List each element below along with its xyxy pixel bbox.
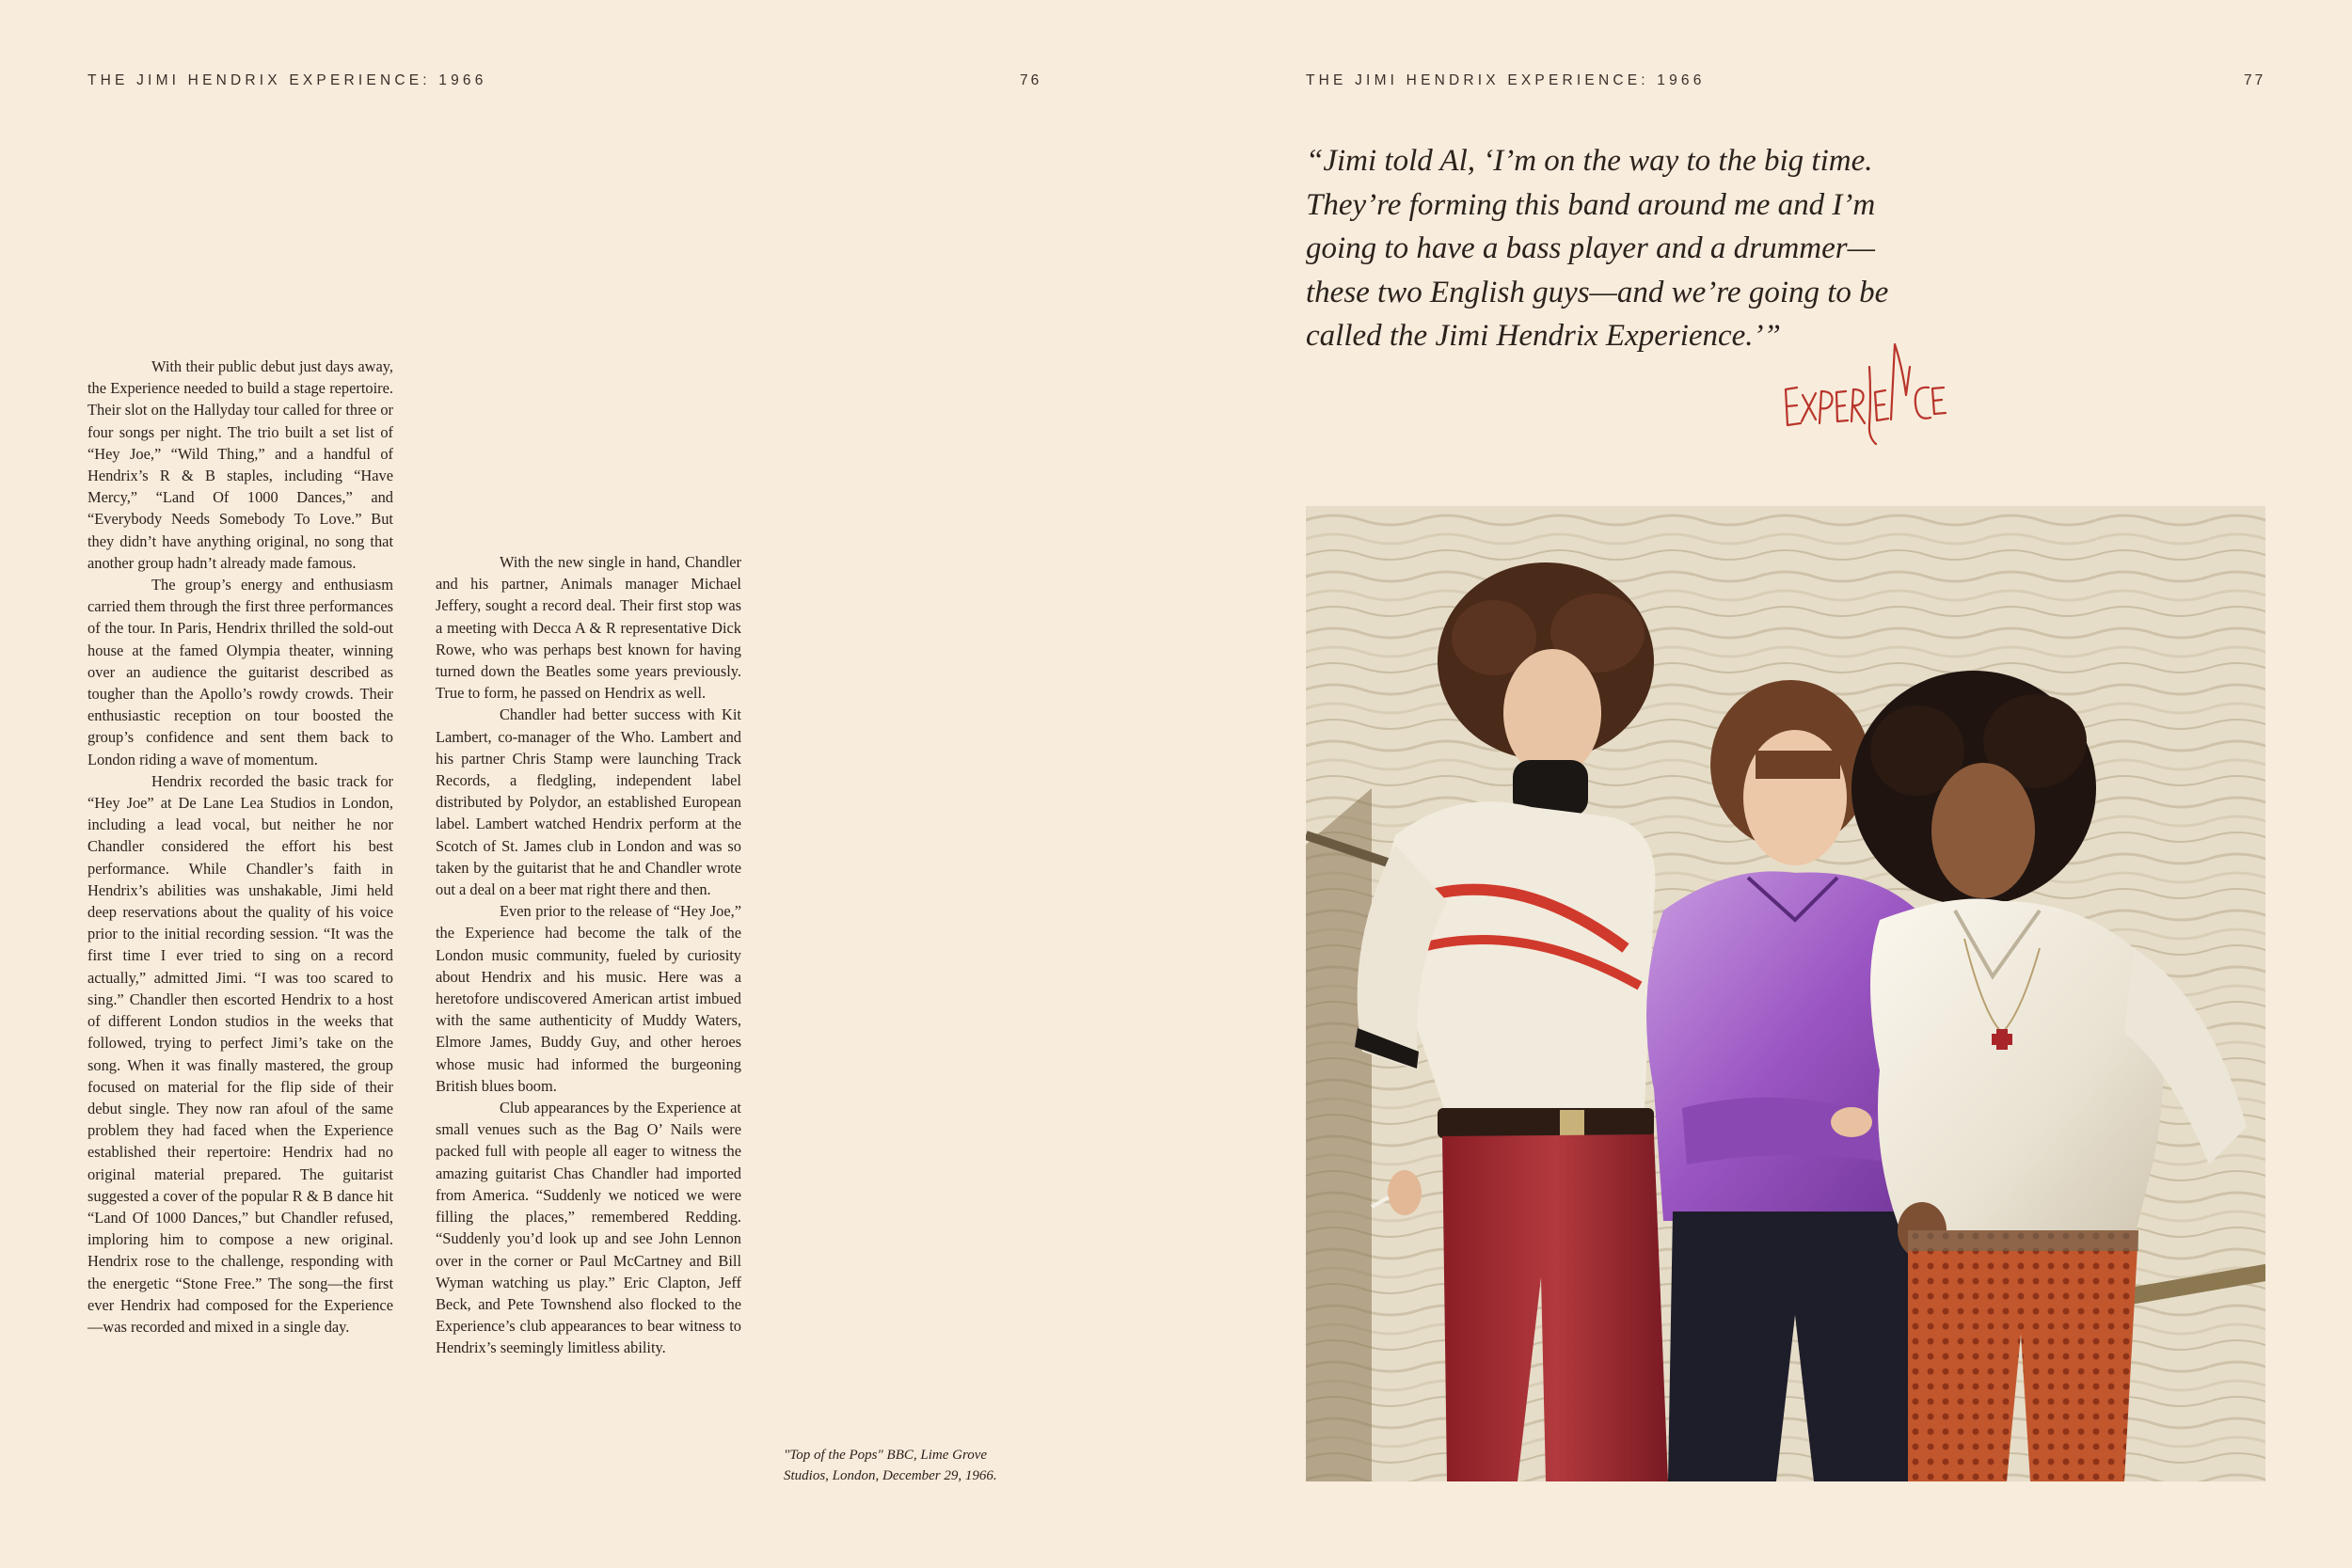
paragraph: Chandler had better success with Kit Lambert, co-manager of the Who. Lambert and his partner Chris Stamp were launching Track Records, a fledgling, independent label distributed by Polydor, an established European label. Lambert watched Hendrix perform at the Scotch of St. James club in London and was so taken by the guitarist that he and Chandler wrote out a deal on a beer mat right there and then. xyxy=(436,705,741,899)
experience-signature-logo xyxy=(1778,339,1947,447)
band-photograph xyxy=(1306,506,2265,1481)
pull-quote xyxy=(1306,139,2021,358)
photo-caption xyxy=(784,1445,1057,1486)
paragraph: Even prior to the release of “Hey Joe,” the Experience had become the talk of the London music community, fueled by curiosity about Hendrix and his music. Here was a heretofore undiscovered American artist imbued with the same authenticity of Muddy Waters, Elmore James, Buddy Guy, and other heroes whose music had informed the burgeoning British blues boom. xyxy=(436,902,741,1095)
running-head-right: THE JIMI HENDRIX EXPERIENCE: 1966 xyxy=(1306,72,1706,88)
caption-line: "Top of the Pops" BBC, Lime Grove xyxy=(784,1448,988,1463)
pull-quote-line: “Jimi told Al, ‘I’m on the way to the big time. xyxy=(1306,144,1873,178)
body-column-1 xyxy=(87,356,393,1338)
pull-quote-line: They’re forming this band around me and I’m xyxy=(1306,187,1876,222)
pull-quote-line: called the Jimi Hendrix Experience.’” xyxy=(1306,319,1781,353)
caption-line: Studios, London, December 29, 1966. xyxy=(784,1468,997,1483)
body-column-2 xyxy=(436,551,741,1359)
paragraph: The group’s energy and enthusiasm carried them through the first three performances of the tour. In Paris, Hendrix thrilled the sold-out house at the famed Olympia theater, winning over an audience the guitarist described as tougher than the Apollo’s rowdy crowds. Their enthusiastic reception on tour boosted the group’s confidence and sent them back to London riding a wave of momentum. xyxy=(87,576,393,768)
right-page xyxy=(1176,0,2352,1568)
paragraph: With their public debut just days away, the Experience needed to build a stage repertoire. Their slot on the Hallyday tour called for three or four songs per night. The trio built a set list of “Hey Joe,” “Wild Thing,” and a handful of Hendrix’s R & B staples, including “Have Mercy,” “Land Of 1000 Dances,” and “Everybody Needs Somebody To Love.” But they didn’t have anything original, no song that another group hadn’t already made famous. xyxy=(87,357,393,572)
signature-drawing xyxy=(1778,339,1947,447)
pull-quote-line: these two English guys—and we’re going to be xyxy=(1306,275,1889,309)
page-number-right: 77 xyxy=(2244,72,2266,88)
paragraph: Hendrix recorded the basic track for “Hey Joe” at De Lane Lea Studios in London, including a lead vocal, but neither he nor Chandler considered the effort his best performance. While Chandler’s faith in Hendrix’s abilities was unshakable, Jimi held deep reservations about the quality of his voice prior to the initial recording session. “It was the first time I ever tried to sing on a record actually,” admitted Jimi. “I was too scared to sing.” Chandler then escorted Hendrix to a host of different London studios in the weeks that followed, trying to perfect Jimi’s take on the song. When it was finally mastered, the group focused on material for the flip side of their debut single. They now ran afoul of the same problem they had faced when the Experience established their repertoire: Hendrix had no original material prepared. The guitarist suggested a cover of the popular R & B dance hit “Land Of 1000 Dances,” but Chandler refused, imploring him to compose a new original. Hendrix rose to the challenge, responding with the energetic “Stone Free.” The song—the first ever Hendrix had composed for the Experience—was recorded and mixed in a single day. xyxy=(87,771,393,1336)
pull-quote-line: going to have a bass player and a drummer— xyxy=(1306,231,1875,265)
photo-illustration xyxy=(1306,506,2265,1481)
paragraph: With the new single in hand, Chandler and his partner, Animals manager Michael Jeffery, sought a record deal. Their first stop was a meeting with Decca A & R representative Dick Rowe, who was perhaps best known for having turned down the Beatles some years previously. True to form, he passed on Hendrix as well. xyxy=(436,553,741,703)
running-head-left: THE JIMI HENDRIX EXPERIENCE: 1966 xyxy=(87,72,487,88)
paragraph: Club appearances by the Experience at small venues such as the Bag O’ Nails were packed full with people all eager to witness the amazing guitarist Chas Chandler had imported from America. “Suddenly we noticed we were filling the places,” remembered Redding. “Suddenly you’d look up and see John Lennon over in the corner or Paul McCartney and Bill Wyman watching us play.” Eric Clapton, Jeff Beck, and Pete Townshend also flocked to the Experience’s club appearances to bear witness to Hendrix’s seemingly limitless ability. xyxy=(436,1099,741,1357)
page-number-left: 76 xyxy=(1020,72,1042,88)
